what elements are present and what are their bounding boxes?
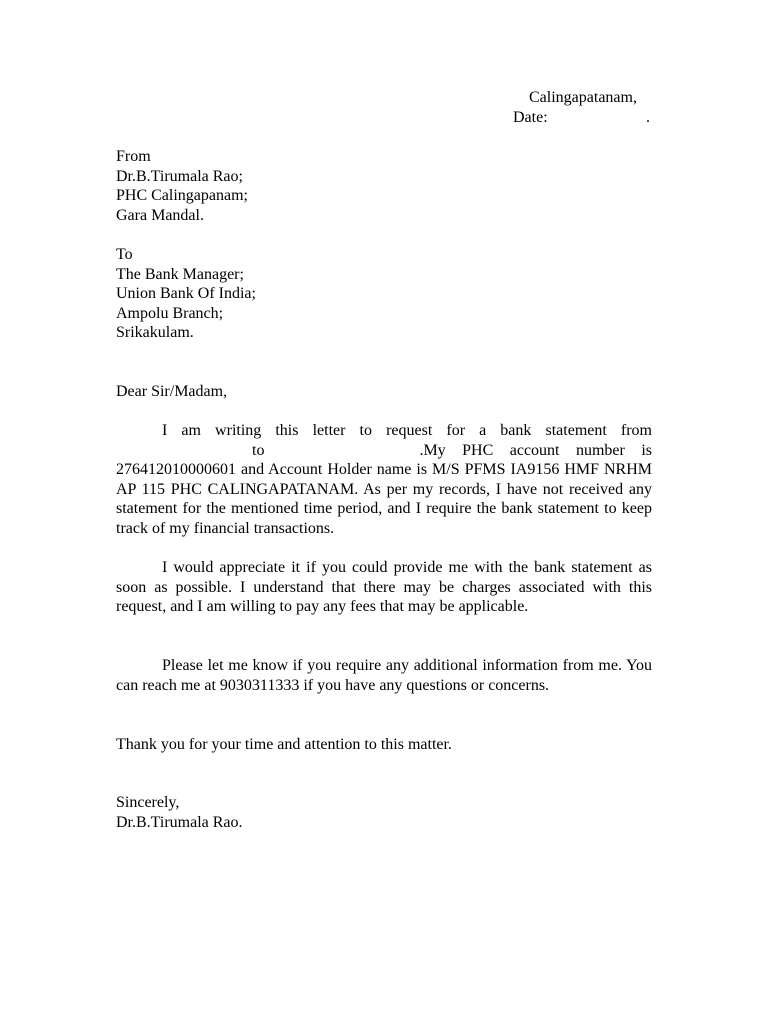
from-line-3: Gara Mandal. — [116, 207, 204, 224]
paragraph-1-rest: .My PHC account number is 276412010000601 and Account Holder name is M/S PFMS IA9156 HMF NRHM AP 115 PHC CALINGAPATANAM. As per my records, I have not received any statement for the mentioned time period, and I require the bank statement to keep track of my financial transactions. — [116, 441, 652, 537]
to-line-4: Srikakulam. — [116, 324, 194, 341]
from-line-2: PHC Calingapanam; — [116, 187, 248, 204]
salutation: Dear Sir/Madam, — [116, 383, 228, 400]
to-line-1: The Bank Manager; — [116, 266, 244, 283]
paragraph-1 — [116, 421, 652, 539]
to-line-3: Ampolu Branch; — [116, 305, 224, 322]
paragraph-1-start: I am writing this letter to request for a bank statement from — [162, 422, 652, 439]
paragraph-4: Thank you for your time and attention to this matter. — [116, 736, 452, 753]
place-line: Calingapatanam, — [529, 89, 637, 106]
paragraph-2 — [116, 558, 652, 617]
to-heading: To — [116, 246, 133, 263]
date-end: . — [646, 109, 650, 126]
date-label: Date: — [513, 109, 548, 126]
paragraph-3-text: Please let me know if you require any additional information from me. You can reach me at 9030311333 if you have any questions or concerns. — [116, 657, 652, 694]
from-line-1: Dr.B.Tirumala Rao; — [116, 168, 243, 185]
signer-name: Dr.B.Tirumala Rao. — [116, 814, 243, 831]
to-line-2: Union Bank Of India; — [116, 285, 256, 302]
sign-off: Sincerely, — [116, 794, 180, 811]
paragraph-1-to: to — [252, 441, 265, 459]
paragraph-2-text: I would appreciate it if you could provide me with the bank statement as soon as possible. I understand that there may be charges associated with this request, and I am willing to pay any fees that may be applicable. — [116, 559, 652, 616]
paragraph-3 — [116, 656, 652, 695]
from-heading: From — [116, 148, 151, 165]
